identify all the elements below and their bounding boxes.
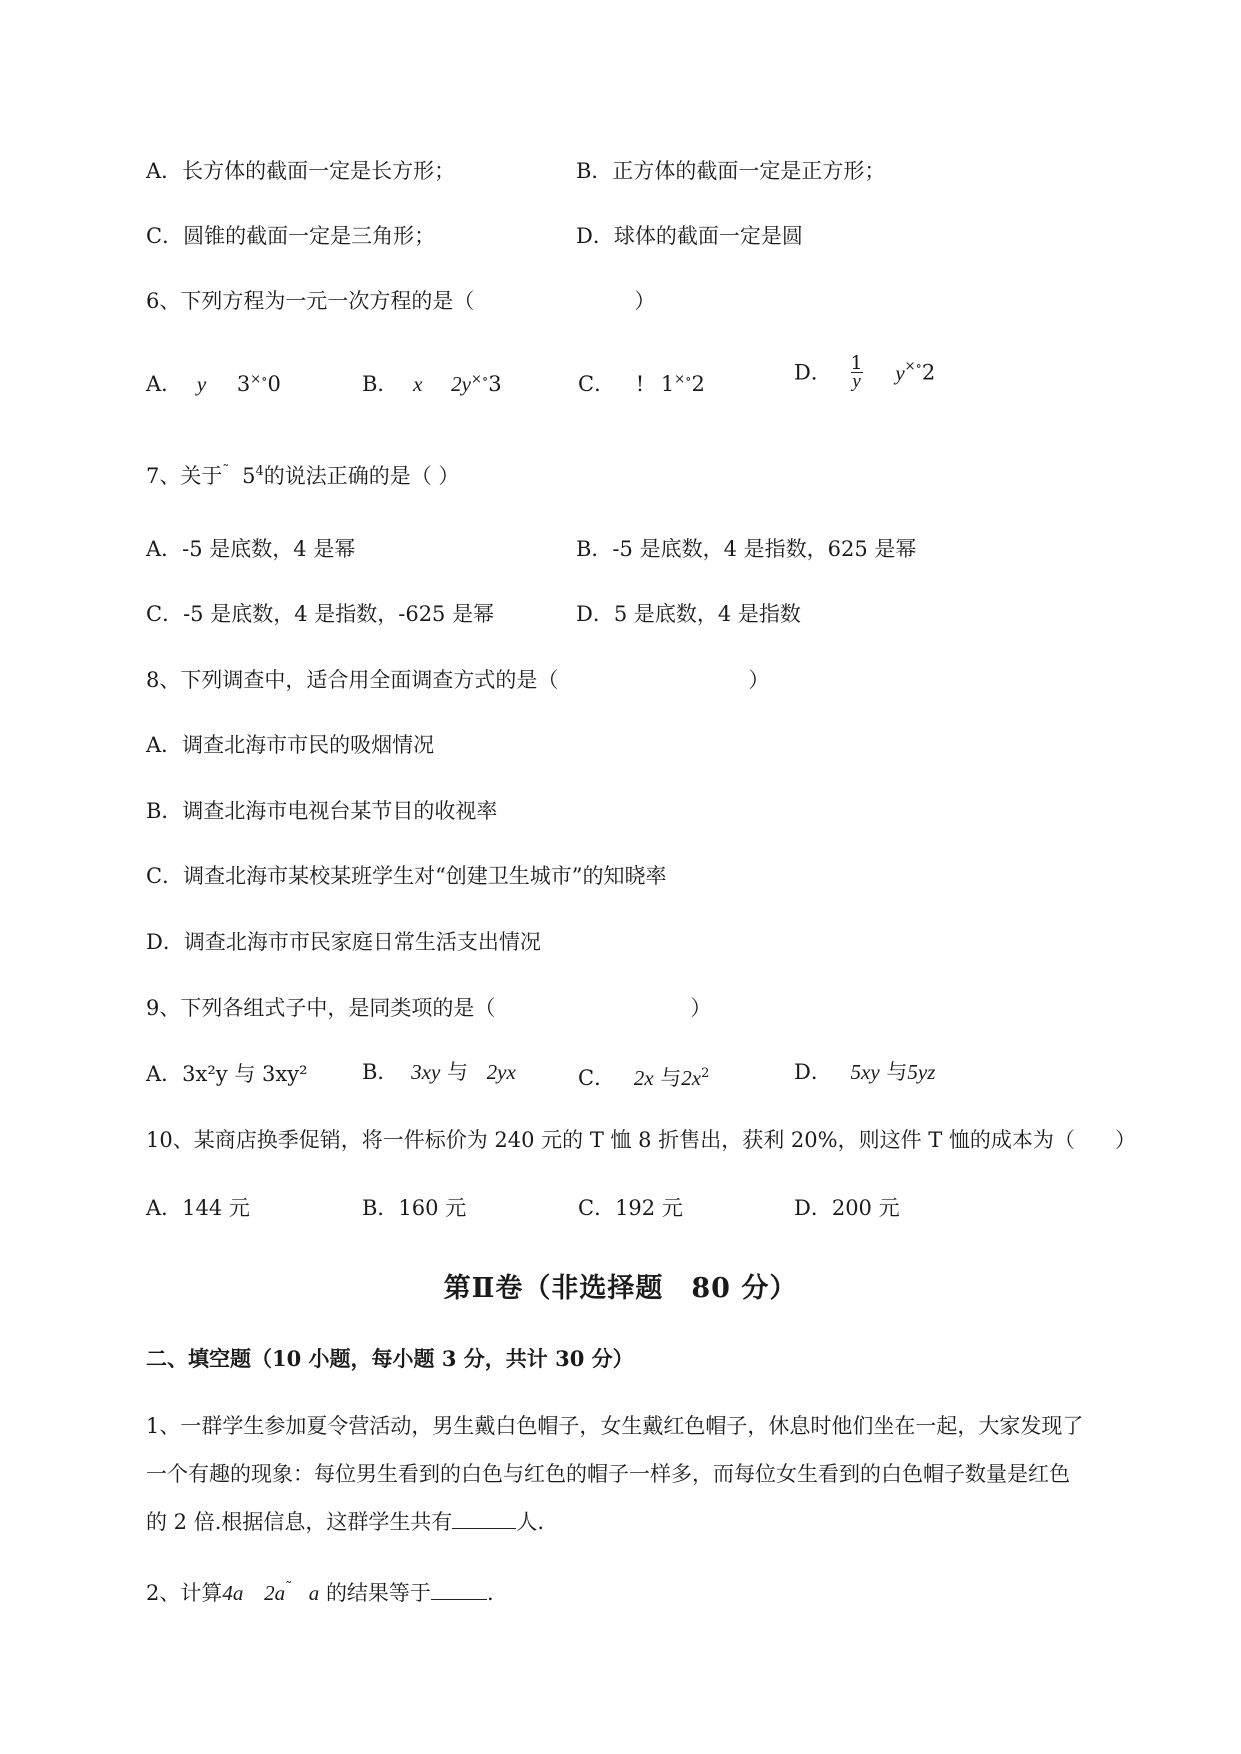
- q6-c-garble: ×∘: [674, 372, 692, 387]
- q6-a-garble: ×∘: [250, 372, 268, 387]
- q7-stem: 7、关于˜ $5^4$的说法正确的是（ ）: [146, 463, 460, 488]
- q10-option-c: C．192 元: [578, 1196, 683, 1220]
- q5-option-c: C．圆锥的截面一定是三角形；: [146, 224, 436, 248]
- q6-b-label: B．: [362, 372, 399, 396]
- q5-option-a: A．长方体的截面一定是长方形；: [146, 159, 456, 183]
- q9-d-term1: 5xy: [850, 1060, 880, 1084]
- q6-d-rhs: 2: [921, 360, 936, 385]
- q6-stem: [146, 287, 655, 315]
- q7-stem-post: 的说法正确的是（ ）: [263, 464, 460, 488]
- q9-c-and: 与: [660, 1066, 682, 1090]
- q6-c-rhs: 2: [691, 372, 705, 396]
- q8-option-d: D．调查北海市市民家庭日常生活支出情况: [146, 930, 541, 954]
- q9-b-term1: 3xy: [411, 1060, 441, 1084]
- fill1-line3: [146, 1508, 544, 1536]
- q6-option-a: [146, 366, 281, 398]
- q6-option-c: C． ! 1×∘2: [578, 372, 705, 396]
- q10-stem-text: 10、某商店换季促销，将一件标价为 240 元的 T 恤 8 折售出，获利 20%，则这件 T 恤的成本为（: [146, 1128, 1075, 1152]
- q7-stem-pre: 7、关于: [146, 464, 223, 488]
- q6-d-denominator: y: [852, 371, 861, 392]
- q9-option-c: [578, 1060, 709, 1092]
- q8-stem-text: 8、下列调查中，适合用全面调查方式的是（: [146, 668, 559, 692]
- q9-b-label: B．: [362, 1060, 399, 1084]
- q9-b-term2: 2yx: [486, 1060, 516, 1084]
- fill1-line3-post: 人.: [516, 1510, 545, 1534]
- q5-option-b: B．正方体的截面一定是正方形；: [576, 159, 886, 183]
- q7-option-c: C．-5 是底数，4 是指数，-625 是幂: [146, 602, 495, 626]
- q5-option-d: D．球体的截面一定是圆: [576, 224, 803, 248]
- q9-c-term1: 2x: [633, 1066, 654, 1090]
- q9-c-label: C．: [578, 1066, 616, 1090]
- q9-d-and: 与: [886, 1060, 908, 1084]
- q9-c-term2: 2x: [681, 1066, 702, 1090]
- q9-b-and: 与: [446, 1060, 468, 1084]
- q6-d-var: y: [895, 360, 905, 385]
- fill1-line3-pre: 的 2 倍.根据信息，这群学生共有: [146, 1510, 453, 1534]
- q7-option-a: A．-5 是底数，4 是幂: [146, 537, 356, 561]
- q9-stem: [146, 994, 711, 1022]
- q6-a-rhs: 0: [267, 372, 281, 396]
- q10-option-d: D．200 元: [794, 1196, 900, 1220]
- q10-option-b: B．160 元: [362, 1196, 467, 1220]
- q6-c-label: C．: [578, 372, 616, 396]
- q6-d-label: D．: [794, 360, 832, 385]
- q9-d-label: D．: [794, 1060, 832, 1084]
- q10-option-a: A．144 元: [146, 1196, 250, 1220]
- part2-title: 第Ⅱ卷（非选择题 80 分）: [443, 1273, 798, 1304]
- q6-close-paren: ）: [634, 289, 656, 313]
- q9-option-a: A．3x²y 与 3xy²: [146, 1062, 308, 1086]
- q6-b-var: x: [413, 372, 423, 396]
- q7-option-b: B．-5 是底数，4 是指数，625 是幂: [576, 537, 917, 561]
- q6-d-garble: ×∘: [904, 359, 922, 374]
- q6-b-term: 2y: [451, 372, 471, 396]
- q6-option-d: [794, 354, 935, 391]
- q8-close-paren: ）: [748, 668, 770, 692]
- q6-stem-text: 6、下列方程为一元一次方程的是（: [146, 289, 475, 313]
- q9-stem-text: 9、下列各组式子中，是同类项的是（: [146, 996, 496, 1020]
- fill1-line1: 1、一群学生参加夏令营活动，男生戴白色帽子，女生戴红色帽子，休息时他们坐在一起，大家发现了: [146, 1414, 1084, 1438]
- q6-d-fraction: [851, 354, 863, 391]
- section-fill-in-heading: 二、填空题（10 小题，每小题 3 分，共计 30 分）: [146, 1346, 634, 1371]
- q10-stem: [146, 1126, 1136, 1154]
- q6-a-var: y: [196, 372, 207, 396]
- q6-a-label: A．: [146, 372, 183, 396]
- q6-b-garble: ×∘: [470, 372, 489, 387]
- q8-stem: [146, 666, 769, 694]
- q9-option-d: [794, 1058, 935, 1086]
- fill1-answer-blank[interactable]: [452, 1508, 516, 1529]
- q9-close-paren: ）: [690, 996, 712, 1020]
- q9-c-sup: 2: [701, 1066, 710, 1081]
- fill2: 2、计算4a 2a˜ a 的结果等于 .: [146, 1580, 494, 1605]
- q8-option-c: C．调查北海市某校某班学生对“创建卫生城市”的知晓率: [146, 864, 667, 888]
- q6-option-b: [362, 366, 502, 398]
- fill1-line2: 一个有趣的现象：每位男生看到的白色与红色的帽子一样多，而每位女生看到的白色帽子数量是红色: [146, 1462, 1070, 1486]
- q8-option-a: A．调查北海市市民的吸烟情况: [146, 733, 435, 757]
- q6-b-rhs: 3: [488, 372, 502, 396]
- fill2-post: 的结果等于: [325, 1581, 431, 1605]
- q9-option-b: [362, 1058, 516, 1086]
- q7-base: 5: [242, 464, 256, 488]
- q6-c-num: 1: [660, 372, 675, 396]
- fill2-pre: 2、计算: [146, 1581, 223, 1605]
- fill2-term3: a: [308, 1581, 320, 1605]
- fill2-end: .: [486, 1581, 494, 1605]
- fill2-answer-blank[interactable]: [431, 1579, 487, 1600]
- q7-option-d: D．5 是底数，4 是指数: [576, 602, 801, 626]
- q6-d-numerator: 1: [850, 352, 863, 374]
- q7-exponent: 4: [255, 464, 264, 479]
- fill2-term1: 4a: [222, 1581, 244, 1605]
- q8-option-b: B．调查北海市电视台某节目的收视率: [146, 799, 498, 823]
- q9-d-term2: 5yz: [907, 1060, 936, 1084]
- fill2-term2: 2a: [264, 1581, 286, 1605]
- q6-a-num: 3: [236, 372, 251, 396]
- q10-close-paren: ）: [1114, 1128, 1136, 1152]
